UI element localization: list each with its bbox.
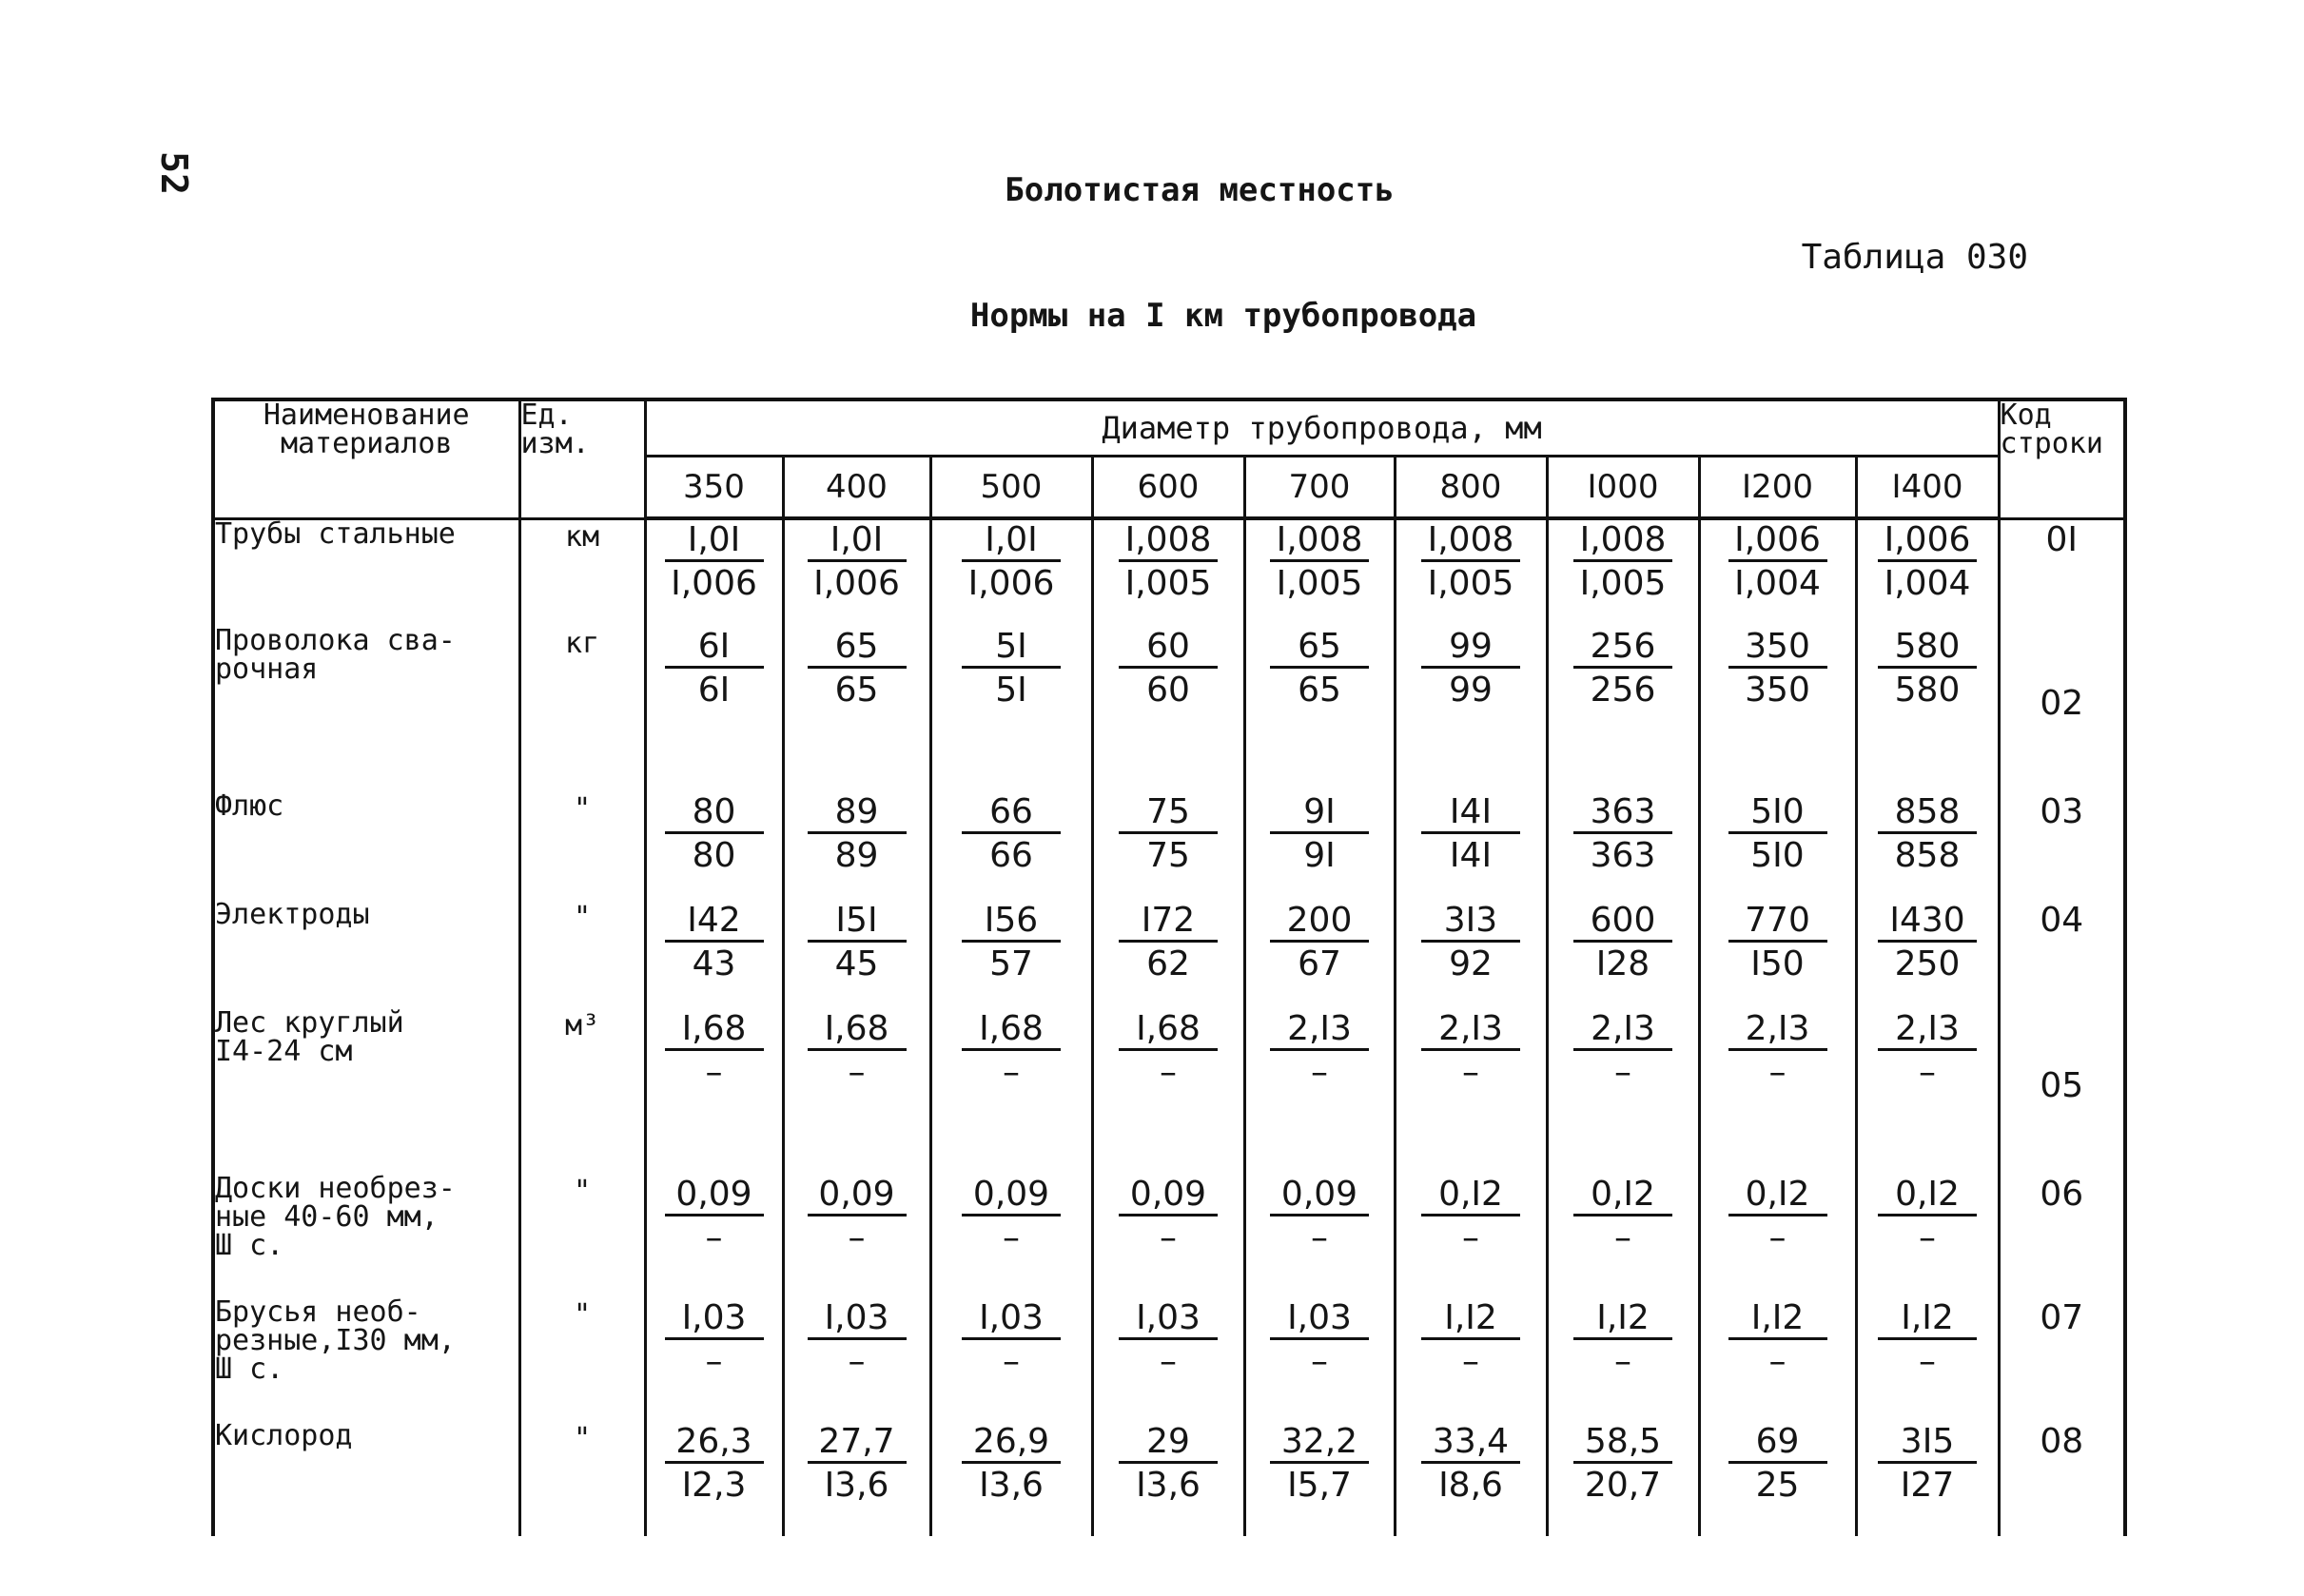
norm-numerator: 2,I3 xyxy=(1878,1010,1977,1051)
norm-denominator: – xyxy=(1311,1342,1328,1381)
material-name-cell: Электроды xyxy=(213,901,519,1009)
unit-cell: м³ xyxy=(519,1009,645,1175)
norm-denominator: – xyxy=(1311,1218,1328,1257)
norm-denominator: – xyxy=(705,1342,723,1381)
norm-denominator: 858 xyxy=(1894,836,1961,875)
norm-denominator: – xyxy=(1614,1053,1631,1092)
norm-numerator: I,I2 xyxy=(1728,1299,1827,1340)
norm-value-cell xyxy=(1856,1298,1999,1422)
norm-numerator: I,68 xyxy=(665,1010,764,1051)
norm-denominator: 5I xyxy=(995,671,1027,710)
norm-numerator: I5I xyxy=(808,902,907,943)
norm-denominator: – xyxy=(1919,1053,1937,1092)
norm-value-cell xyxy=(1092,1298,1244,1422)
norm-numerator: 80 xyxy=(665,793,764,834)
norm-numerator: 350 xyxy=(1728,628,1827,669)
header-diameter-group: Диаметр трубопровода, мм xyxy=(645,399,1999,457)
norm-denominator: 20,7 xyxy=(1584,1466,1662,1505)
norm-numerator: 600 xyxy=(1573,902,1672,943)
row-code-cell: 03 xyxy=(1999,792,2125,901)
norm-value-cell xyxy=(1856,627,1999,792)
norm-numerator: 26,3 xyxy=(665,1423,764,1464)
norm-denominator: 350 xyxy=(1745,671,1810,710)
norm-value-cell xyxy=(1699,518,1856,627)
norm-denominator: I28 xyxy=(1595,944,1650,983)
norm-numerator: I,68 xyxy=(808,1010,907,1051)
table-row xyxy=(213,627,2125,792)
norm-numerator: I,03 xyxy=(1119,1299,1218,1340)
norm-denominator: 250 xyxy=(1894,944,1961,983)
norm-denominator: I3,6 xyxy=(1136,1466,1201,1505)
norm-value-cell xyxy=(783,901,930,1009)
norm-denominator: I,005 xyxy=(1579,564,1667,603)
norm-value-cell xyxy=(1547,792,1699,901)
norm-numerator: 0,I2 xyxy=(1421,1176,1520,1216)
norm-denominator: I,004 xyxy=(1884,564,1971,603)
norm-denominator: 99 xyxy=(1449,671,1493,710)
norm-numerator: I42 xyxy=(665,902,764,943)
norm-numerator: 5I xyxy=(962,628,1061,669)
norm-denominator: 5I0 xyxy=(1750,836,1805,875)
norm-denominator: I,004 xyxy=(1734,564,1821,603)
norm-numerator: I72 xyxy=(1119,902,1218,943)
norm-value-cell xyxy=(783,627,930,792)
norm-numerator: I,008 xyxy=(1573,521,1672,562)
norm-value-cell xyxy=(1699,1298,1856,1422)
norm-denominator: 6I xyxy=(697,671,731,710)
norm-value-cell xyxy=(645,1175,783,1298)
norm-numerator: I,03 xyxy=(1270,1299,1369,1340)
norm-denominator: 25 xyxy=(1755,1466,1800,1505)
norm-numerator: I,008 xyxy=(1421,521,1520,562)
norm-numerator: I430 xyxy=(1878,902,1977,943)
unit-cell: " xyxy=(519,1422,645,1536)
page-number: 52 xyxy=(152,151,195,195)
norm-numerator: 69 xyxy=(1728,1423,1827,1464)
norm-numerator: I,008 xyxy=(1270,521,1369,562)
norm-numerator: 26,9 xyxy=(962,1423,1061,1464)
norm-numerator: I56 xyxy=(962,902,1061,943)
norm-value-cell xyxy=(1699,1422,1856,1536)
norm-denominator: I8,6 xyxy=(1438,1466,1503,1505)
norm-numerator: 5I0 xyxy=(1728,793,1827,834)
table-subtitle: Нормы на I км трубопровода xyxy=(969,297,1477,335)
norms-table xyxy=(211,398,2127,1536)
norm-denominator: 75 xyxy=(1146,836,1190,875)
norm-denominator: – xyxy=(1462,1342,1479,1381)
norm-numerator: I,I2 xyxy=(1573,1299,1672,1340)
norm-value-cell xyxy=(645,1009,783,1175)
norm-denominator: – xyxy=(1003,1342,1020,1381)
norm-value-cell xyxy=(783,792,930,901)
norm-value-cell xyxy=(1092,518,1244,627)
norm-denominator: – xyxy=(1160,1218,1177,1257)
table-row xyxy=(213,1422,2125,1536)
norm-denominator: I,005 xyxy=(1124,564,1212,603)
norm-value-cell xyxy=(1547,1009,1699,1175)
norm-denominator: 363 xyxy=(1590,836,1656,875)
row-code-cell: 07 xyxy=(1999,1298,2125,1422)
norm-numerator: 33,4 xyxy=(1421,1423,1520,1464)
unit-cell: " xyxy=(519,901,645,1009)
norm-numerator: 0,09 xyxy=(1119,1176,1218,1216)
table-row xyxy=(213,792,2125,901)
norm-denominator: 62 xyxy=(1146,944,1190,983)
table-row xyxy=(213,518,2125,627)
norm-denominator: I27 xyxy=(1900,1466,1955,1505)
norm-value-cell xyxy=(930,518,1092,627)
norm-value-cell xyxy=(1856,1422,1999,1536)
norm-value-cell xyxy=(1395,627,1547,792)
norm-denominator: I5,7 xyxy=(1287,1466,1352,1505)
norm-numerator: 3I5 xyxy=(1878,1423,1977,1464)
norm-value-cell xyxy=(1395,1009,1547,1175)
norm-denominator: 66 xyxy=(989,836,1033,875)
norm-value-cell xyxy=(783,1009,930,1175)
norm-numerator: 580 xyxy=(1878,628,1977,669)
diameter-header-cell: I200 xyxy=(1699,457,1856,519)
norm-numerator: 2,I3 xyxy=(1573,1010,1672,1051)
norm-numerator: I,68 xyxy=(1119,1010,1218,1051)
diameter-header-cell: 400 xyxy=(783,457,930,519)
norm-numerator: 0,09 xyxy=(1270,1176,1369,1216)
norm-denominator: 580 xyxy=(1894,671,1961,710)
norm-value-cell xyxy=(930,792,1092,901)
norm-value-cell xyxy=(645,1422,783,1536)
diameter-header-cell: 350 xyxy=(645,457,783,519)
norm-value-cell xyxy=(930,901,1092,1009)
norm-value-cell xyxy=(1244,1298,1395,1422)
norm-numerator: 29 xyxy=(1119,1423,1218,1464)
norm-numerator: I,03 xyxy=(962,1299,1061,1340)
norm-denominator: – xyxy=(1462,1053,1479,1092)
norm-denominator: – xyxy=(1311,1053,1328,1092)
header-row-code: Код строки xyxy=(1999,399,2125,518)
table-body xyxy=(213,518,2125,1536)
norm-denominator: I,005 xyxy=(1276,564,1363,603)
diameter-header-cell: 600 xyxy=(1092,457,1244,519)
norm-numerator: 0,I2 xyxy=(1728,1176,1827,1216)
norm-value-cell xyxy=(1547,518,1699,627)
norm-value-cell xyxy=(783,518,930,627)
norm-numerator: I,0I xyxy=(665,521,764,562)
norm-denominator: 67 xyxy=(1298,944,1341,983)
norm-value-cell xyxy=(1092,792,1244,901)
row-code-cell: 06 xyxy=(1999,1175,2125,1298)
norm-value-cell xyxy=(930,627,1092,792)
table-row xyxy=(213,1298,2125,1422)
norm-value-cell xyxy=(930,1298,1092,1422)
norm-denominator: – xyxy=(1003,1053,1020,1092)
material-name-cell: Проволока сва- рочная xyxy=(213,627,519,792)
norm-denominator: – xyxy=(1768,1342,1787,1381)
norm-denominator: 45 xyxy=(834,944,879,983)
norm-value-cell xyxy=(1547,901,1699,1009)
norm-denominator: 92 xyxy=(1449,944,1493,983)
norm-value-cell xyxy=(1092,627,1244,792)
norm-numerator: 60 xyxy=(1119,628,1218,669)
norm-value-cell xyxy=(1547,1175,1699,1298)
norm-value-cell xyxy=(1395,518,1547,627)
norm-numerator: 0,I2 xyxy=(1573,1176,1672,1216)
material-name-cell: Трубы стальные xyxy=(213,518,519,627)
norm-numerator: 2,I3 xyxy=(1728,1010,1827,1051)
norm-value-cell xyxy=(1395,1298,1547,1422)
norm-value-cell xyxy=(930,1422,1092,1536)
norm-value-cell xyxy=(1856,901,1999,1009)
norm-numerator: I,03 xyxy=(665,1299,764,1340)
norm-numerator: 2,I3 xyxy=(1421,1010,1520,1051)
diameter-header-cell: I400 xyxy=(1856,457,1999,519)
norm-denominator: I,005 xyxy=(1427,564,1514,603)
diameter-header-cell: 700 xyxy=(1244,457,1395,519)
norm-value-cell xyxy=(783,1422,930,1536)
norm-value-cell xyxy=(1856,518,1999,627)
norm-value-cell xyxy=(1699,627,1856,792)
norm-value-cell xyxy=(645,518,783,627)
norm-value-cell xyxy=(1244,1009,1395,1175)
norm-denominator: – xyxy=(705,1218,723,1257)
norm-denominator: – xyxy=(1462,1218,1479,1257)
norm-value-cell xyxy=(1547,1298,1699,1422)
norm-value-cell xyxy=(645,901,783,1009)
norm-value-cell xyxy=(783,1175,930,1298)
norm-numerator: I,008 xyxy=(1119,521,1218,562)
norm-denominator: – xyxy=(1614,1218,1631,1257)
norm-denominator: – xyxy=(1160,1342,1177,1381)
norm-denominator: – xyxy=(1614,1342,1631,1381)
norm-value-cell xyxy=(1699,1009,1856,1175)
norm-denominator: I2,3 xyxy=(681,1466,747,1505)
norm-numerator: 65 xyxy=(1270,628,1369,669)
row-code-cell: 08 xyxy=(1999,1422,2125,1536)
norm-numerator: I4I xyxy=(1421,793,1520,834)
norm-value-cell xyxy=(1244,518,1395,627)
norm-numerator: 27,7 xyxy=(808,1423,907,1464)
norm-denominator: – xyxy=(1768,1053,1787,1092)
norm-denominator: – xyxy=(1919,1218,1937,1257)
norm-value-cell xyxy=(1856,1175,1999,1298)
norm-value-cell xyxy=(1092,1009,1244,1175)
norm-numerator: 0,I2 xyxy=(1878,1176,1977,1216)
row-code-cell: 0I xyxy=(1999,518,2125,627)
norm-numerator: 99 xyxy=(1421,628,1520,669)
norm-value-cell xyxy=(645,792,783,901)
norm-value-cell xyxy=(1856,1009,1999,1175)
material-name-cell: Брусья необ- резные,I30 мм, Ш с. xyxy=(213,1298,519,1422)
table-row xyxy=(213,901,2125,1009)
unit-cell: " xyxy=(519,1298,645,1422)
unit-cell: " xyxy=(519,1175,645,1298)
diameter-header-cell: 500 xyxy=(930,457,1092,519)
norm-value-cell xyxy=(1547,627,1699,792)
unit-cell: км xyxy=(519,518,645,627)
norm-denominator: – xyxy=(1768,1218,1787,1257)
norm-numerator: 58,5 xyxy=(1573,1423,1672,1464)
norm-denominator: – xyxy=(705,1053,723,1092)
norm-numerator: 256 xyxy=(1573,628,1672,669)
norm-denominator: I,006 xyxy=(967,564,1055,603)
norm-numerator: I,68 xyxy=(962,1010,1061,1051)
norm-denominator: I50 xyxy=(1750,944,1805,983)
norm-value-cell xyxy=(1244,792,1395,901)
norm-denominator: 57 xyxy=(989,944,1033,983)
norm-numerator: I,006 xyxy=(1878,521,1977,562)
norm-numerator: 200 xyxy=(1270,902,1369,943)
norm-numerator: I,0I xyxy=(808,521,907,562)
norm-value-cell xyxy=(1244,627,1395,792)
norm-denominator: I3,6 xyxy=(824,1466,889,1505)
norm-value-cell xyxy=(1547,1422,1699,1536)
norm-numerator: 858 xyxy=(1878,793,1977,834)
norm-value-cell xyxy=(1699,1175,1856,1298)
norm-denominator: – xyxy=(848,1342,866,1381)
norm-value-cell xyxy=(645,1298,783,1422)
norm-numerator: 66 xyxy=(962,793,1061,834)
norm-denominator: I,006 xyxy=(671,564,757,603)
norm-value-cell xyxy=(930,1009,1092,1175)
material-name-cell: Кислород xyxy=(213,1422,519,1536)
norm-value-cell xyxy=(1244,901,1395,1009)
row-code-cell: 05 xyxy=(1999,1009,2125,1175)
norm-denominator: – xyxy=(848,1218,866,1257)
norm-denominator: 256 xyxy=(1590,671,1656,710)
document-title: Болотистая местность xyxy=(1005,171,1395,209)
norm-numerator: 32,2 xyxy=(1270,1423,1369,1464)
norm-denominator: I4I xyxy=(1449,836,1493,875)
norm-numerator: 770 xyxy=(1728,902,1827,943)
row-code-cell: 04 xyxy=(1999,901,2125,1009)
norm-denominator: – xyxy=(848,1053,866,1092)
norm-value-cell xyxy=(1699,792,1856,901)
unit-cell: кг xyxy=(519,627,645,792)
norm-denominator: 60 xyxy=(1146,671,1190,710)
norm-value-cell xyxy=(1395,792,1547,901)
norm-numerator: 9I xyxy=(1270,793,1369,834)
norm-value-cell xyxy=(1395,901,1547,1009)
norm-value-cell xyxy=(930,1175,1092,1298)
norm-value-cell xyxy=(645,627,783,792)
norm-numerator: 75 xyxy=(1119,793,1218,834)
norm-value-cell xyxy=(1092,1175,1244,1298)
norm-numerator: 0,09 xyxy=(808,1176,907,1216)
norm-denominator: 43 xyxy=(692,944,736,983)
material-name-cell: Лес круглый I4-24 см xyxy=(213,1009,519,1175)
material-name-cell: Доски необрез- ные 40-60 мм, Ш с. xyxy=(213,1175,519,1298)
norm-numerator: 0,09 xyxy=(665,1176,764,1216)
norm-numerator: I,I2 xyxy=(1878,1299,1977,1340)
norm-numerator: 363 xyxy=(1573,793,1672,834)
header-unit: Ед. изм. xyxy=(519,399,645,518)
norm-denominator: 89 xyxy=(834,836,879,875)
diameter-header-cell: 800 xyxy=(1395,457,1547,519)
norm-value-cell xyxy=(1092,1422,1244,1536)
norm-numerator: I,0I xyxy=(962,521,1061,562)
norm-numerator: I,I2 xyxy=(1421,1299,1520,1340)
norm-denominator: 80 xyxy=(692,836,736,875)
norm-denominator: – xyxy=(1003,1218,1020,1257)
norm-numerator: I,006 xyxy=(1728,521,1827,562)
norm-value-cell xyxy=(783,1298,930,1422)
norm-value-cell xyxy=(1244,1422,1395,1536)
norm-numerator: 6I xyxy=(665,628,764,669)
norm-numerator: 2,I3 xyxy=(1270,1010,1369,1051)
norm-denominator: 65 xyxy=(834,671,879,710)
norm-numerator: 89 xyxy=(808,793,907,834)
norm-denominator: I3,6 xyxy=(979,1466,1044,1505)
table-row xyxy=(213,1009,2125,1175)
material-name-cell: Флюс xyxy=(213,792,519,901)
norm-numerator: 0,09 xyxy=(962,1176,1061,1216)
norm-value-cell xyxy=(1395,1422,1547,1536)
norm-value-cell xyxy=(1244,1175,1395,1298)
norm-denominator: – xyxy=(1160,1053,1177,1092)
table-label: Таблица 030 xyxy=(1801,238,2028,277)
norm-denominator: I,006 xyxy=(813,564,900,603)
norm-value-cell xyxy=(1699,901,1856,1009)
diameter-header-cell: I000 xyxy=(1547,457,1699,519)
norm-denominator: 65 xyxy=(1298,671,1341,710)
norm-value-cell xyxy=(1092,901,1244,1009)
norm-denominator: – xyxy=(1919,1342,1937,1381)
norm-numerator: 65 xyxy=(808,628,907,669)
norm-numerator: 3I3 xyxy=(1421,902,1520,943)
norm-numerator: I,03 xyxy=(808,1299,907,1340)
unit-cell: " xyxy=(519,792,645,901)
norm-value-cell xyxy=(1395,1175,1547,1298)
table-row xyxy=(213,1175,2125,1298)
header-material-name: Наименование материалов xyxy=(213,399,519,518)
row-code-cell: 02 xyxy=(1999,627,2125,792)
norm-value-cell xyxy=(1856,792,1999,901)
norm-denominator: 9I xyxy=(1303,836,1336,875)
